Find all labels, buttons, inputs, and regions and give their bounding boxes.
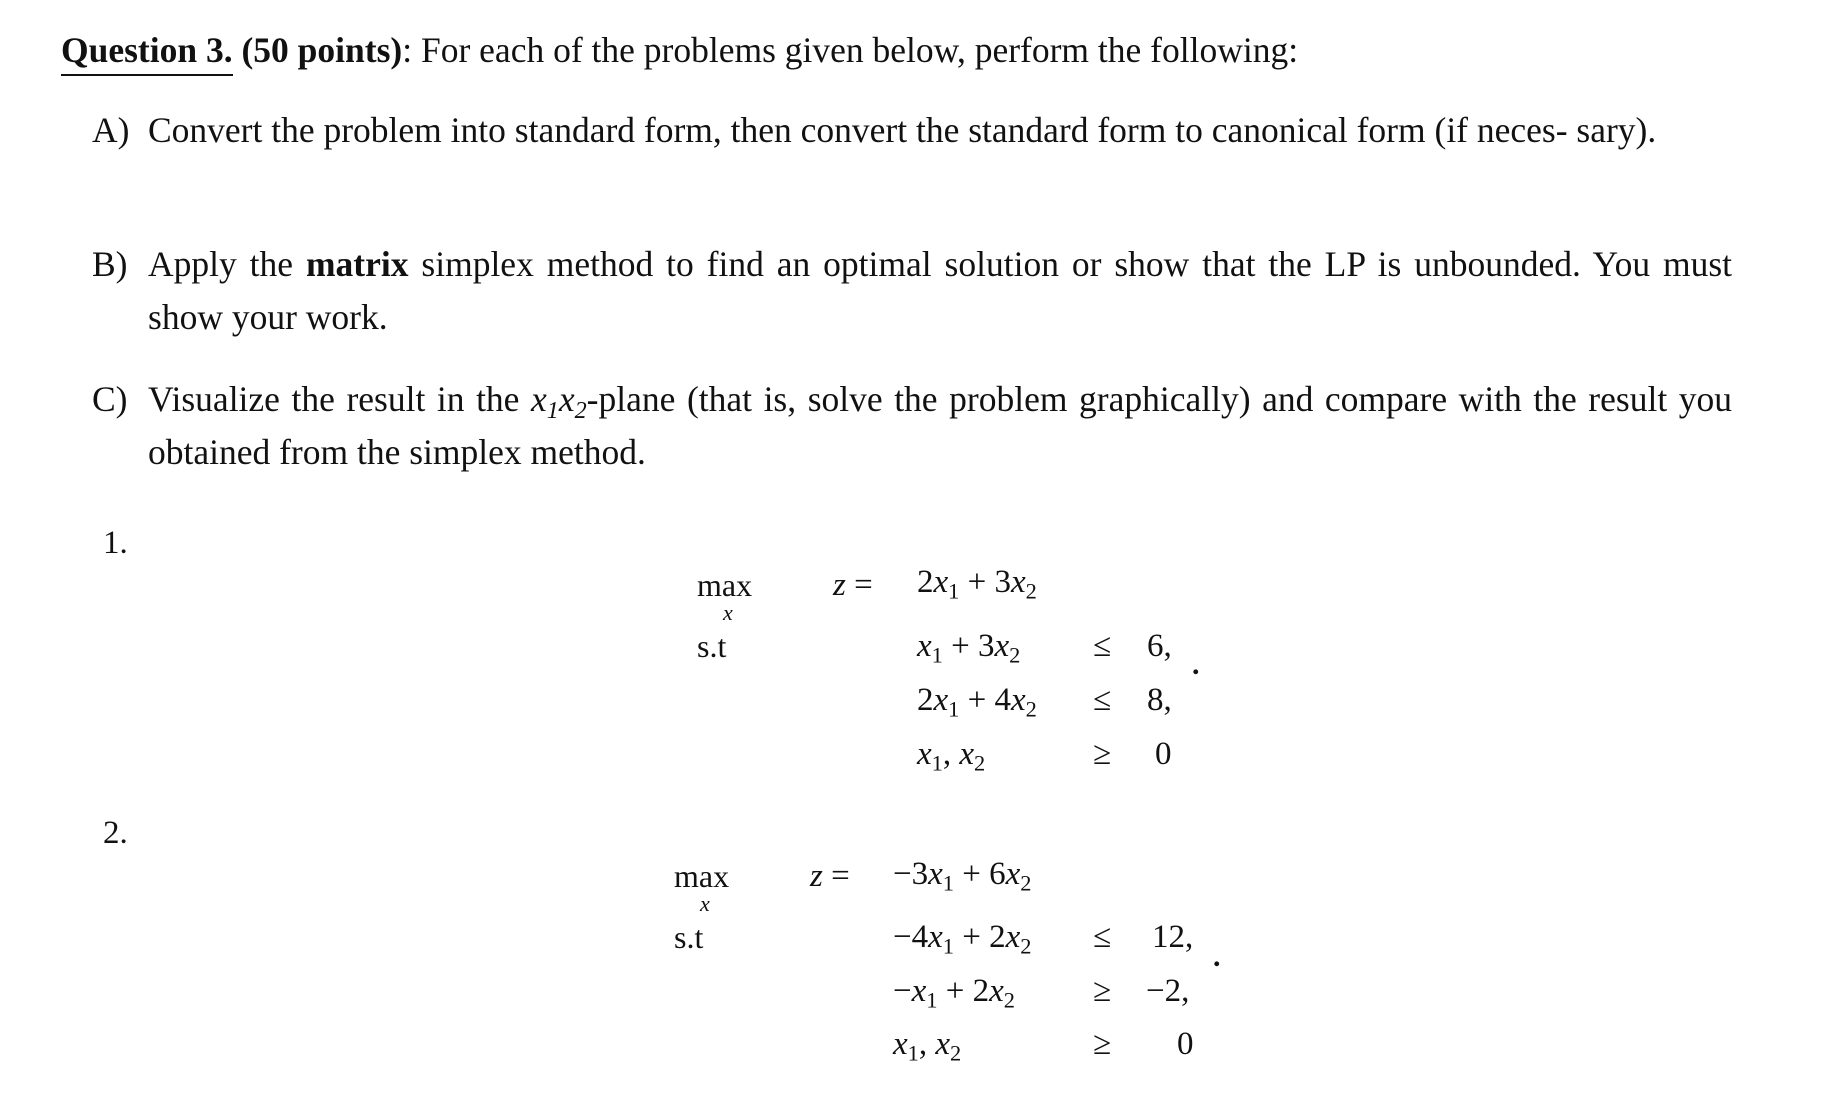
- max-subscript: x: [723, 600, 733, 625]
- plane-variables: $x_1x_2$: [531, 379, 587, 424]
- end-period: .: [1213, 940, 1221, 973]
- max-operator: max: [697, 567, 753, 603]
- question-label: Question 3.: [61, 28, 233, 76]
- question-header: [61, 24, 1298, 76]
- problem-number: 1.: [103, 525, 128, 561]
- objective-function: $2x_1 + 3x_2$: [917, 564, 1037, 604]
- constraint-lhs: $2x_1 + 4x_2$: [917, 682, 1037, 722]
- max-subscript: x: [700, 891, 710, 916]
- instruction-a: [92, 104, 1732, 157]
- instruction-b: [92, 238, 1732, 344]
- objective-function: $-3x_1 + 6x_2$: [893, 856, 1032, 896]
- constraint-lhs: $x_1$, $x_2$: [893, 1026, 962, 1066]
- constraint-relation: ≤: [1093, 682, 1112, 718]
- end-period: .: [1192, 648, 1200, 681]
- constraint-lhs: $-x_1 + 2x_2$: [893, 973, 1015, 1013]
- max-operator: max: [674, 858, 730, 894]
- problem-number: 2.: [103, 815, 128, 851]
- instruction-c: [92, 373, 1732, 479]
- instruction-bold-word: matrix: [305, 244, 409, 284]
- question-points: (50 points): [241, 30, 403, 70]
- instruction-text: [148, 373, 1732, 479]
- instruction-letter: A): [92, 110, 130, 150]
- constraint-lhs: $-4x_1 + 2x_2$: [893, 919, 1032, 959]
- constraint-relation: ≥: [1093, 736, 1112, 772]
- constraint-rhs: −2,: [1146, 973, 1190, 1009]
- instruction-text-after: -plane (that is, solve the problem graphically) and compare with the result you obtained from the simplex method.: [148, 379, 1733, 472]
- z-label: z =: [810, 858, 850, 894]
- constraint-lhs: $x_1 + 3x_2$: [917, 628, 1021, 668]
- subject-to-label: s.t: [697, 628, 727, 664]
- constraint-rhs: 6,: [1147, 628, 1172, 664]
- constraint-relation: ≥: [1093, 973, 1112, 1009]
- subject-to-label: s.t: [674, 919, 704, 955]
- constraint-rhs: 12,: [1152, 919, 1194, 955]
- instruction-text-before: Apply the: [148, 244, 294, 284]
- question-prompt: : For each of the problems given below, perform the following:: [402, 30, 1299, 70]
- constraint-relation: ≥: [1093, 1026, 1112, 1062]
- constraint-lhs: $x_1$, $x_2$: [917, 736, 986, 776]
- constraint-rhs: 8,: [1147, 682, 1172, 718]
- constraint-relation: ≤: [1093, 919, 1112, 955]
- instruction-text-after: simplex method to find an optimal solution or show that the LP is unbounded. You must show your work.: [148, 244, 1733, 337]
- constraint-rhs: 0: [1177, 1026, 1194, 1062]
- z-label: z =: [833, 567, 873, 603]
- instruction-letter: C): [92, 379, 128, 419]
- constraint-rhs: 0: [1155, 736, 1172, 772]
- instruction-text-before: Visualize the result in the: [148, 379, 520, 419]
- instruction-letter: B): [92, 244, 128, 284]
- instruction-text: Convert the problem into standard form, then convert the standard form to canonical form (if neces- sary).: [148, 110, 1657, 150]
- instruction-text: [148, 238, 1732, 344]
- constraint-relation: ≤: [1093, 628, 1112, 664]
